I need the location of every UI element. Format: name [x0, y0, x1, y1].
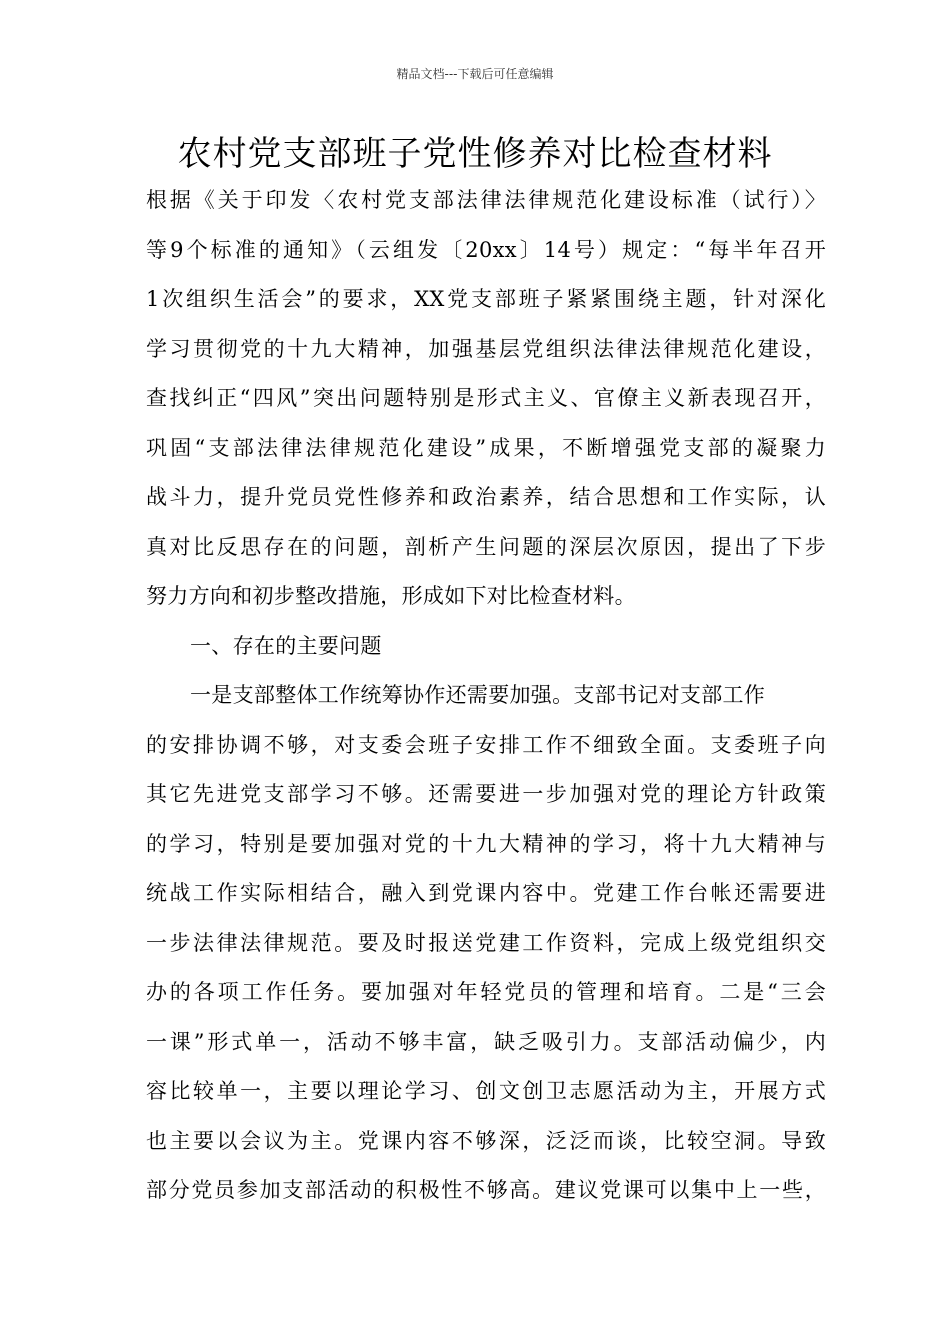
header-note: 精品文档---下载后可任意编辑	[396, 67, 554, 81]
document-title: 农村党支部班子党性修养对比检查材料	[177, 134, 773, 174]
body-line: 的安排协调不够，对支委会班子安排工作不细致全面。支委班子向	[146, 732, 826, 757]
body-line: 部分党员参加支部活动的积极性不够高。建议党课可以集中上一些，	[146, 1178, 826, 1202]
body-line: 一步法律法律规范。要及时报送党建工作资料，完成上级党组织交	[146, 930, 826, 955]
body-line: 办的各项工作任务。要加强对年轻党员的管理和培育。二是“三会	[146, 980, 826, 1004]
section-heading: 一、存在的主要问题	[190, 633, 382, 658]
body-line: 1次组织生活会”的要求，XX党支部班子紧紧围绕主题，针对深化	[146, 287, 826, 311]
body-line: 也主要以会议为主。党课内容不够深，泛泛而谈，比较空洞。导致	[146, 1128, 826, 1153]
body-line: 战斗力，提升党员党性修养和政治素养，结合思想和工作实际，认	[146, 485, 826, 509]
body-line: 学习贯彻党的十九大精神，加强基层党组织法律法律规范化建设，	[146, 336, 826, 361]
body-line: 的学习，特别是要加强对党的十九大精神的学习，将十九大精神与	[146, 831, 826, 856]
document-body	[146, 176, 826, 1216]
body-line: 等9个标准的通知》（云组发〔20xx〕14号）规定：“每半年召开	[146, 237, 826, 262]
body-line: 统战工作实际相结合，融入到党课内容中。党建工作台帐还需要进	[146, 881, 826, 905]
body-line: 一是支部整体工作统筹协作还需要加强。支部书记对支部工作	[190, 683, 766, 707]
body-line: 容比较单一，主要以理论学习、创文创卫志愿活动为主，开展方式	[146, 1079, 826, 1103]
body-line: 一课”形式单一，活动不够丰富，缺乏吸引力。支部活动偏少，内	[146, 1029, 826, 1054]
body-line: 努力方向和初步整改措施，形成如下对比检查材料。	[146, 584, 636, 608]
body-line: 其它先进党支部学习不够。还需要进一步加强对党的理论方针政策	[146, 782, 826, 806]
body-line: 巩固“支部法律法律规范化建设”成果，不断增强党支部的凝聚力	[146, 435, 826, 460]
body-line: 根据《关于印发〈农村党支部法律法律规范化建设标准（试行）〉	[146, 188, 826, 212]
body-line: 真对比反思存在的问题，剖析产生问题的深层次原因，提出了下步	[146, 534, 826, 559]
body-line: 查找纠正“四风”突出问题特别是形式主义、官僚主义新表现召开，	[146, 386, 826, 410]
